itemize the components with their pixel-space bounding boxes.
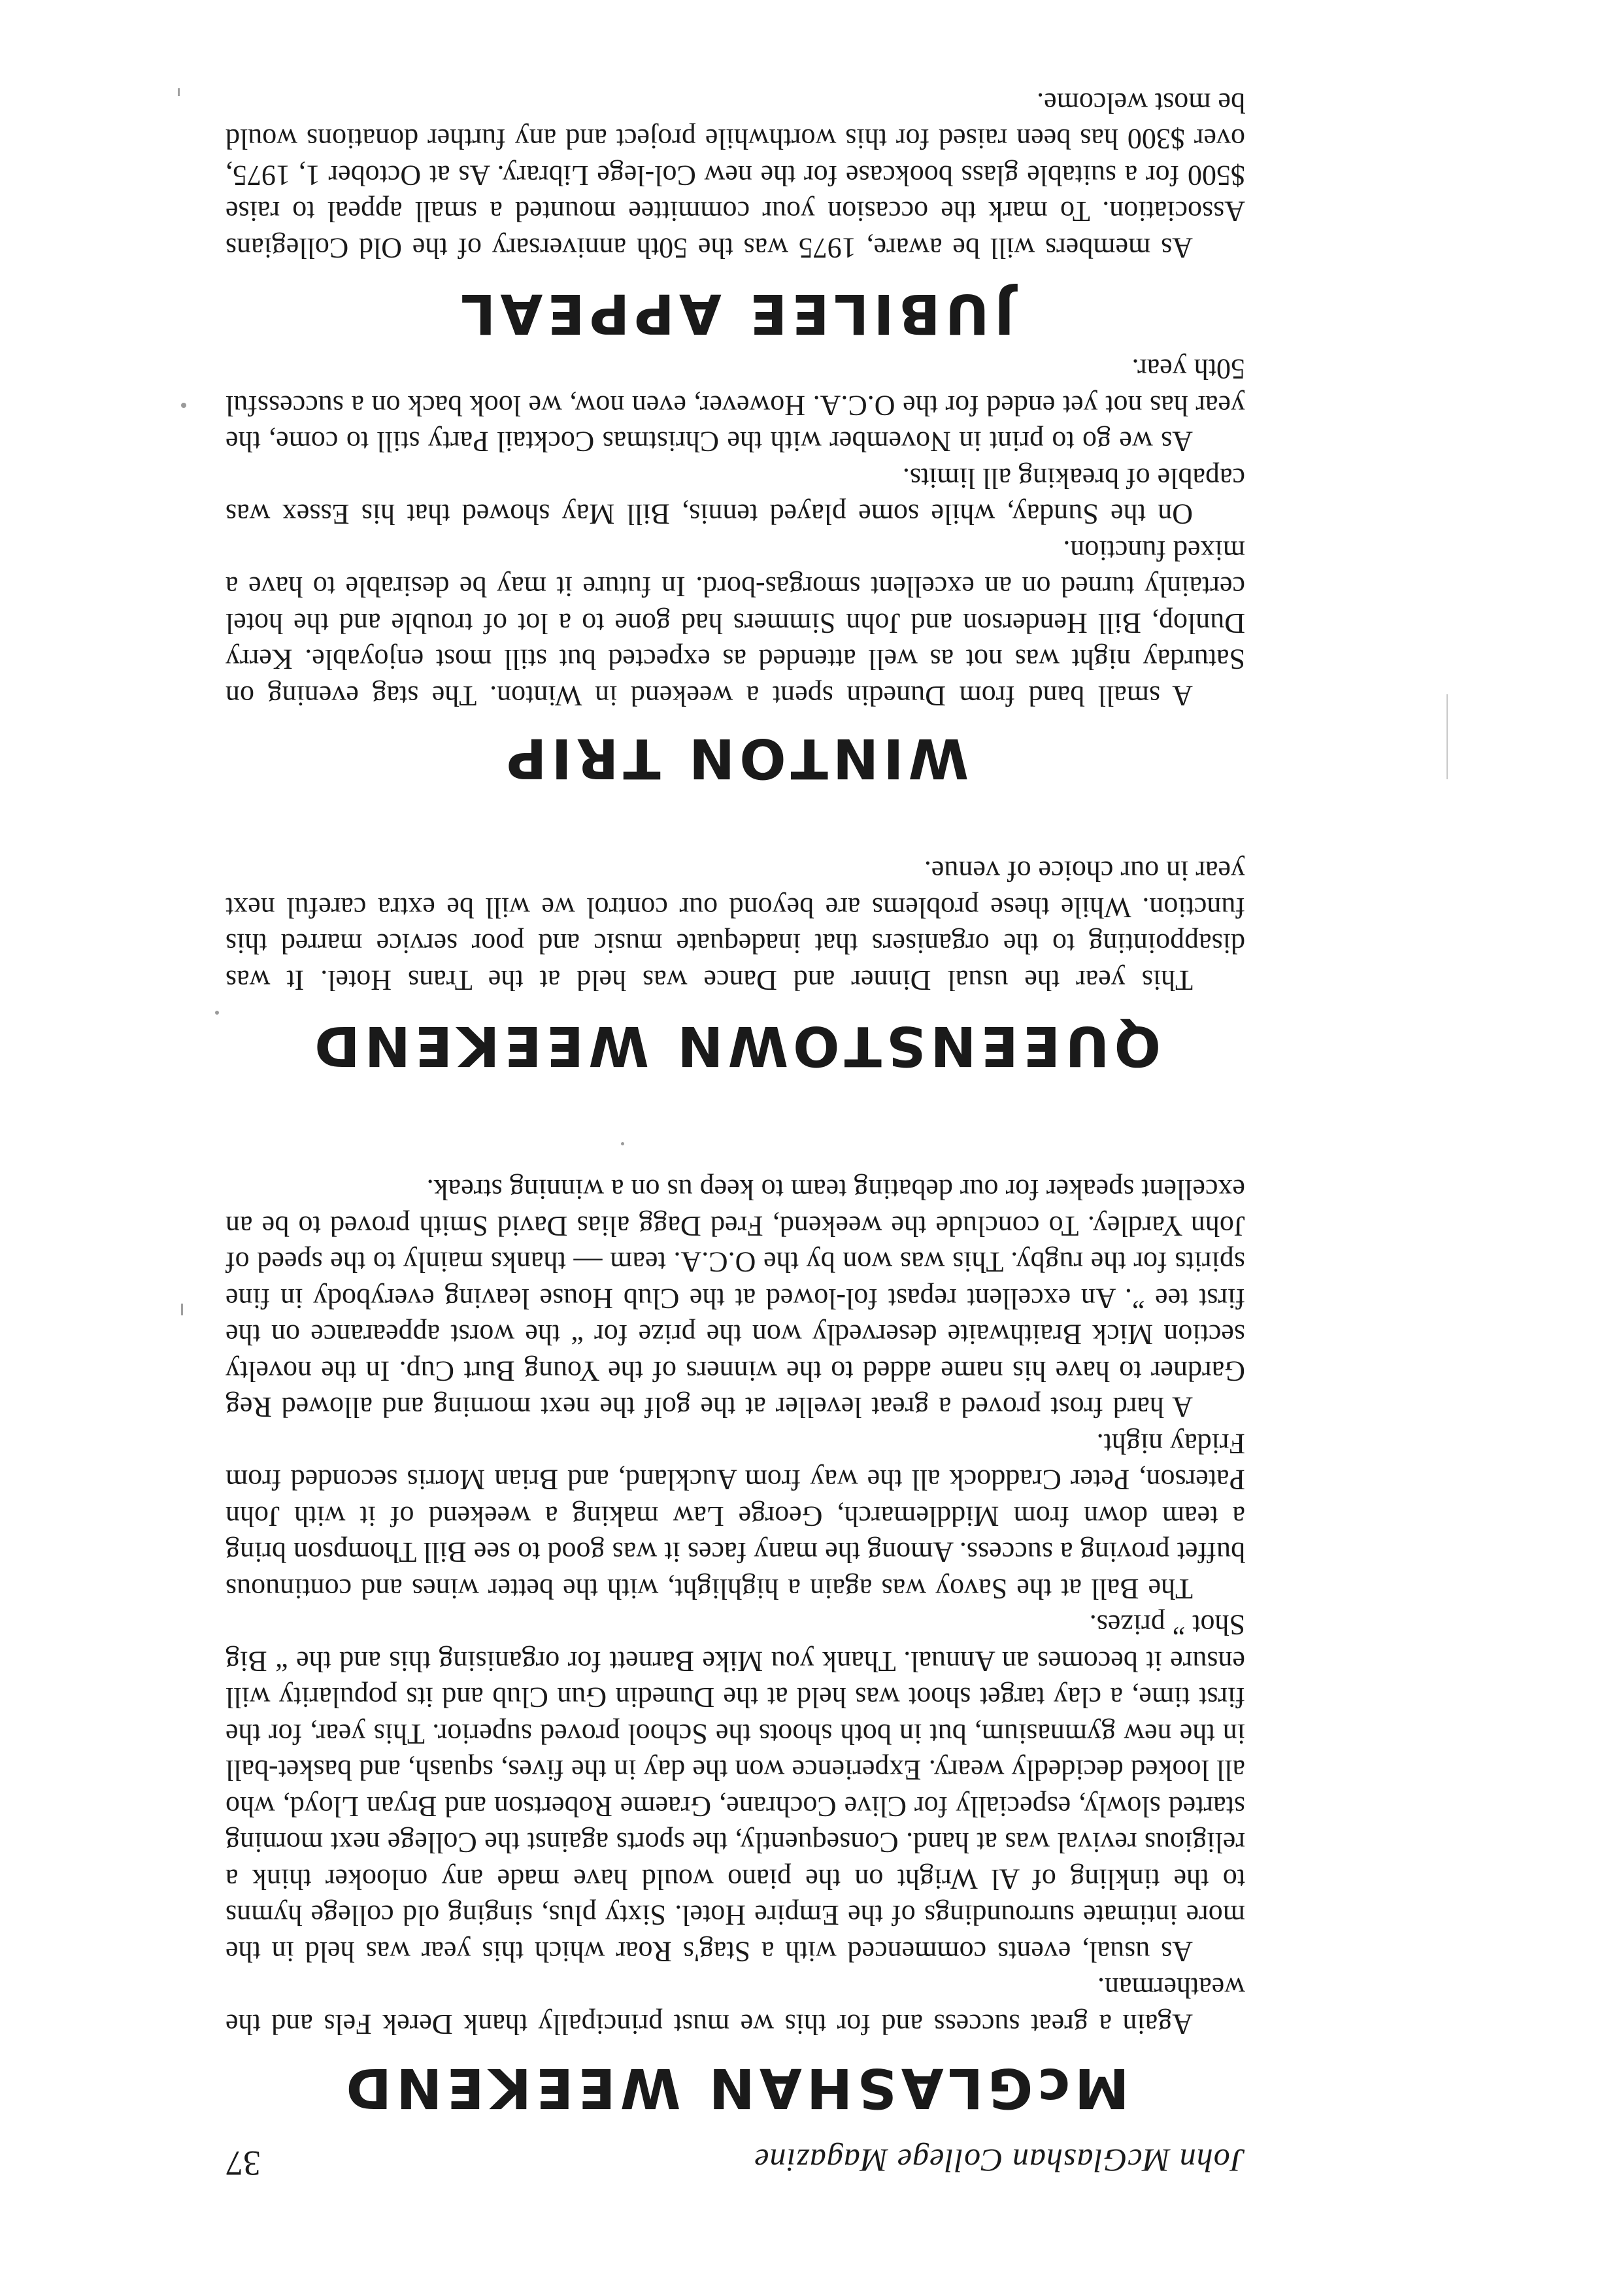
- magazine-title: John McGlashan College Magazine: [754, 2142, 1245, 2179]
- paragraph: A hard frost proved a great leveller at the golf the next morning and allowed Reg Gardner to have his name added to the winners of the Young Burt Cup. In the novelty section Mick Braithwaite deservedly won the prize for “ the worst appearance on the first tee ”. An excellent repast fol-lowed at the Club House leaving everybody in fine spirits for the rugby. This was won by the O.C.A. team — thanks mainly to the speed of John Yardley. To conclude the weekend, Fred Dagg alias David Smith proved to be an excellent speaker for our debating team to keep us on a winning streak.: [226, 1173, 1245, 1424]
- scan-mark: [181, 1304, 183, 1315]
- section-body-winton-trip: [226, 351, 1245, 714]
- scan-speck: [181, 403, 186, 408]
- paragraph: As members will be aware, 1975 was the 50th anniversary of the Old Collegians Association. To mark the occasion your committee mounted a small appeal to raise $500 for a suitable glass bookcase for the new Col-lege Library. As at October 1, 1975, over $300 has been raised for this worthwhile project and any further donations would be most welcome.: [226, 87, 1245, 264]
- scan-mark: [1446, 694, 1448, 779]
- section-body-mcglashan-weekend: [226, 1172, 1245, 2042]
- page-number: 37: [226, 2144, 261, 2183]
- section-body-jubilee-appeal: [226, 85, 1245, 267]
- paragraph: As usual, events commenced with a Stag's Roar which this year was held in the more intimate surroundings of the Empire Hotel. Sixty plus, singing old college hymns to the tinkling of Al Wright on the piano would have made any onlooker think a religious revival was at hand. Consequently, the sports against the College next morning started slowly, especially for Clive Cochrane, Graeme Robertson and Bryan Lloyd, who all looked decidedly weary. Experience won the day in the fives, squash, and basket-ball in the new gymnasium, but in both shoots the School proved superior. This year, for the first time, a clay target shoot was held at the Dunedin Gun Club and its popularity will ensure it becomes an Annual. Thank you Mike Barnett for organising this and the “ Big Shot ” prizes.: [226, 1609, 1245, 1968]
- paragraph: The Ball at the Savoy was again a highlight, with the better wines and continuous buffet proving a success. Among the many faces it was good to see Bill Thompson bring a team down from Middlemarch, George Law making a weekend of it with John Paterson, Peter Craddock all the way from Auckland, and Brian Morris seconded from Friday night.: [226, 1428, 1245, 1605]
- scan-mark: [178, 88, 180, 96]
- scan-speck: [215, 1011, 219, 1015]
- section-body-queenstown-weekend: [226, 853, 1245, 998]
- paragraph: On the Sunday, while some played tennis, Bill May showed that his Essex was capable of breaking all limits.: [226, 462, 1245, 531]
- section-heading-queenstown-weekend: QUEENSTOWN WEEKEND: [310, 1014, 1161, 1078]
- section-heading-jubilee-appeal: JUBILEE APPEAL: [456, 282, 1015, 346]
- page-header: [226, 2134, 1245, 2193]
- paragraph: A small band from Dunedin spent a weekend in Winton. The stag evening on Saturday night was not as well attended as expected but still most enjoyable. Kerry Dunlop, Bill Henderson and John Simmers had gone to a lot of trouble and the hotel certainly turned on an excellent smorgas-bord. In future it may be desirable to have a mixed function.: [226, 535, 1245, 712]
- paragraph: This year the usual Dinner and Dance was held at the Trans Hotel. It was disappointing to the organisers that inadequate music and poor service marred this function. While these problems are beyond our control we will be extra careful next year in our choice of venue.: [226, 855, 1245, 996]
- section-heading-mcglashan-weekend: McGLASHAN WEEKEND: [341, 2056, 1129, 2120]
- scan-speck: [621, 1142, 624, 1145]
- section-heading-winton-trip: WINTON TRIP: [501, 726, 969, 790]
- paragraph: As we go to print in November with the Christmas Cocktail Party still to come, the year has not yet ended for the O.C.A. However, even now, we look back on a successful 50th year.: [226, 353, 1245, 458]
- paragraph: Again a great success and for this we must principally thank Derek Fels and the weatherman.: [226, 1972, 1245, 2040]
